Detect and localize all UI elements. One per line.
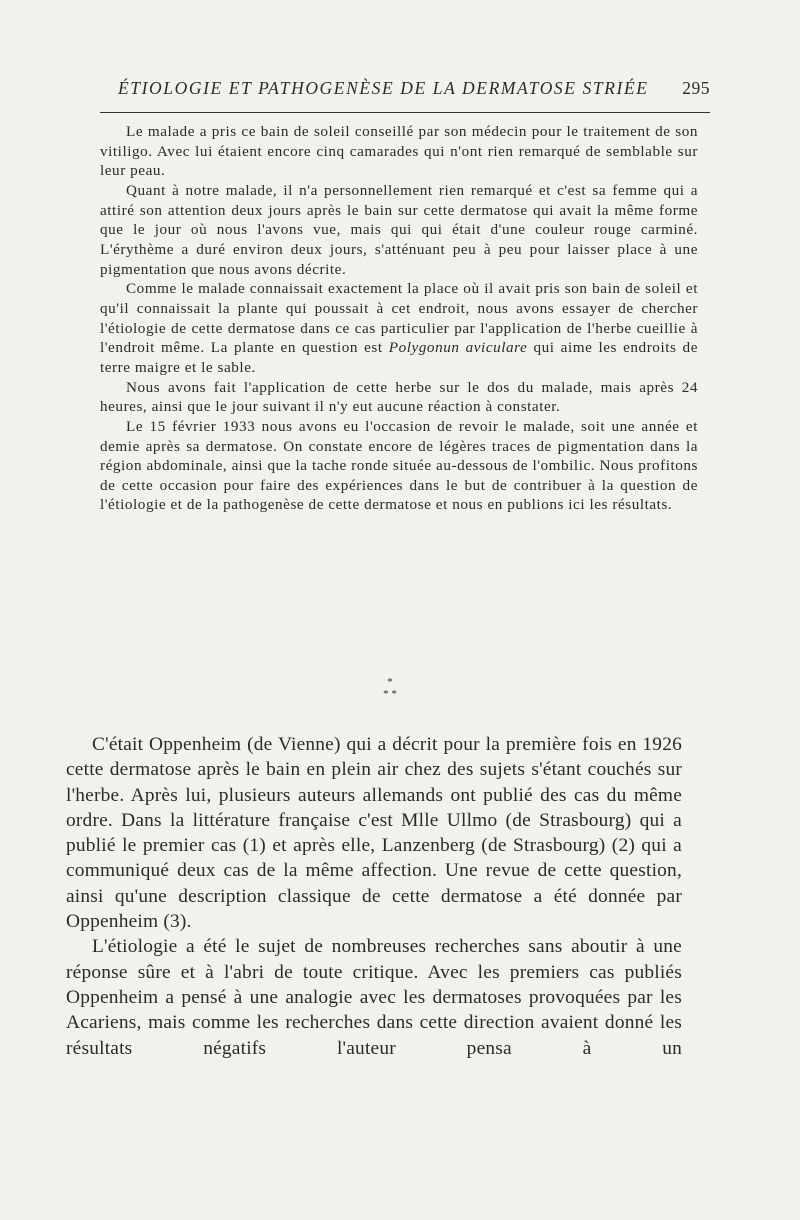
plant-text-after: qui aime les endroits de terre maigre et le sable. [100,339,698,376]
section-asterism [360,676,420,700]
asterism-top: * [387,676,393,688]
paragraph-plant-application [100,279,698,377]
paragraph-erythema: Quant à notre malade, il n'a personnellement rien remarqué et c'est sa femme qui a attiré son attention deux jours après le bain sur cette dermatose qui avait la même forme que le jour où nous l'avons vue, mais qui qui était d'une couleur rouge carminé. L'érythème a duré environ deux jours, s'atténuant peu à peu pour laisser place à une pigmentation que nous avons décrite. [100,181,698,278]
plant-text-before: Comme le malade connaissait exactement la place où il avait pris son bain de soleil et qu'il connaissait la plante qui poussait à cet endroit, nous avons essayer de chercher l'étiologie de cette dermatose dans ce cas particulier par l'application de l'herbe cueillie à l'endroit même. La plante en question est [100,280,698,357]
literature-section [66,732,682,1061]
asterism-bottom: * * [383,688,397,700]
paragraph-follow-up: Le 15 février 1933 nous avons eu l'occasion de revoir le malade, soit une année et demie après sa dermatose. On constate encore de légères traces de pigmentation dans la région abdominale, ainsi que la tache ronde située au-dessous de l'ombilic. Nous profitons de cette occasion pour faire des expériences dans le but de contribuer à la question de l'étiologie et de la pathogenèse de cette dermatose et nous en publions ici les résultats. [100,417,698,514]
paragraph-etiology: L'étiologie a été le sujet de nombreuses recherches sans aboutir à une réponse sûre et à l'abri de toute critique. Avec les premiers cas publiés Oppenheim a pensé à une analogie avec les dermatoses provoquées par les Acariens, mais comme les recherches dans cette direction avaient donné les résultats négatifs l'auteur pensa à un [66,936,682,1059]
header-rule [100,112,710,113]
running-head [100,78,710,102]
page-number: 295 [682,78,710,98]
paragraph-sun-bath: Le malade a pris ce bain de soleil conseillé par son médecin pour le traitement de son vitiligo. Avec lui étaient encore cinq camarades qui n'ont rien remarqué de semblable sur leur peau. [100,123,698,180]
running-title: ÉTIOLOGIE ET PATHOGENÈSE DE LA DERMATOSE STRIÉE [118,78,649,98]
plant-name: Polygonun aviculare [388,339,528,357]
paragraph-history: C'était Oppenheim (de Vienne) qui a décrit pour la première fois en 1926 cette dermatose après le bain en plein air chez des sujets s'étant couchés sur l'herbe. Après lui, plusieurs auteurs allemands ont publié des cas du même ordre. Dans la littérature française c'est Mlle Ullmo (de Strasbourg) qui a publié le premier cas (1) et après elle, Lanzenberg (de Strasbourg) (2) qui a communiqué deux cas de la même affection. Une revue de cette question, ainsi qu'une description classique de cette dermatose a été donnée par Oppenheim (3). [66,734,682,933]
paragraph-no-reaction: Nous avons fait l'application de cette herbe sur le dos du malade, mais après 24 heures, ainsi que le jour suivant il n'y eut aucune réaction à constater. [100,378,698,416]
case-report-section [100,122,698,515]
